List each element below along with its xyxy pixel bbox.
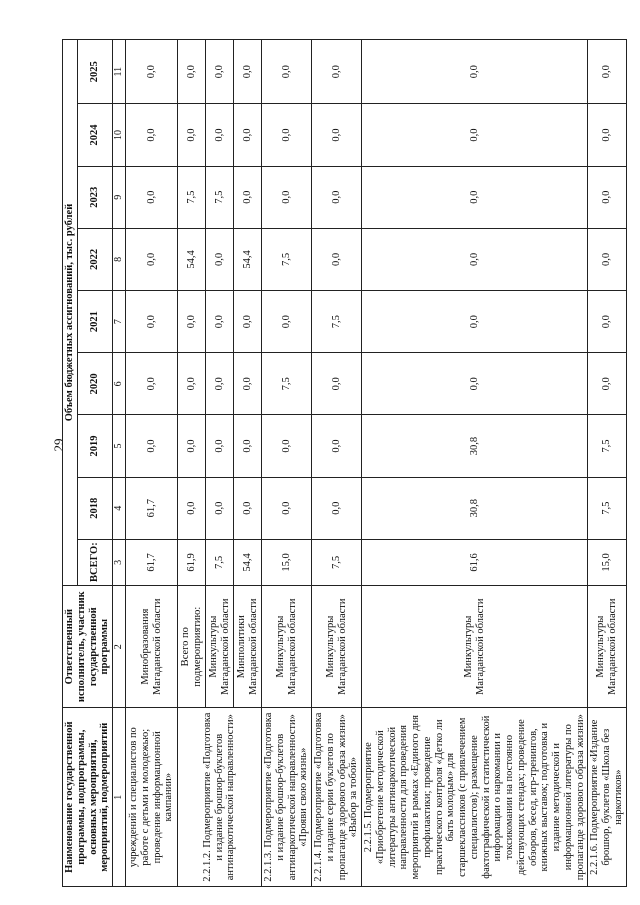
value-cell: 0,0 [588, 353, 626, 415]
column-number: 11 [113, 40, 126, 104]
column-number: 1 [113, 708, 126, 887]
value-cell: 0,0 [234, 104, 262, 166]
value-cell: 0,0 [312, 228, 362, 290]
value-cell: 54,4 [234, 228, 262, 290]
value-cell: 0,0 [312, 415, 362, 477]
value-cell: 0,0 [178, 477, 206, 539]
value-cell: 0,0 [206, 40, 234, 104]
responsible-cell: Минобразования Магаданской области [126, 585, 178, 707]
value-cell: 7,5 [588, 477, 626, 539]
measure-name: учреждений и специалистов по работе с детьми и молодежью; проведение информационной кампании» [126, 708, 178, 887]
value-cell: 7,5 [178, 166, 206, 228]
value-cell: 0,0 [262, 477, 312, 539]
value-cell: 0,0 [588, 166, 626, 228]
column-number: 5 [113, 415, 126, 477]
header-year: 2023 [78, 166, 113, 228]
value-cell: 0,0 [362, 228, 588, 290]
value-cell: 7,5 [206, 166, 234, 228]
value-cell: 0,0 [126, 40, 178, 104]
responsible-cell: Всего по подмероприятию: [178, 585, 206, 707]
responsible-cell: Минкультуры Магаданской области [262, 585, 312, 707]
column-number: 4 [113, 477, 126, 539]
header-responsible: Ответственный исполнитель, участник государственной программы [63, 585, 113, 707]
header-name: Наименование государственной программы, подпрограммы, основных мероприятий, мероприятий, подмероприятий [63, 708, 113, 887]
value-cell: 0,0 [362, 104, 588, 166]
value-cell: 0,0 [362, 166, 588, 228]
value-cell: 30,8 [362, 477, 588, 539]
total-cell: 15,0 [588, 539, 626, 585]
value-cell: 0,0 [206, 104, 234, 166]
value-cell: 0,0 [206, 415, 234, 477]
value-cell: 0,0 [234, 166, 262, 228]
header-budget: Объем бюджетных ассигнований, тыс. рублей [63, 40, 78, 586]
value-cell: 0,0 [262, 40, 312, 104]
value-cell: 7,5 [262, 353, 312, 415]
table-row [126, 40, 178, 887]
total-cell: 61,9 [178, 539, 206, 585]
header-total: ВСЕГО: [78, 539, 113, 585]
header-year: 2022 [78, 228, 113, 290]
value-cell: 0,0 [362, 40, 588, 104]
header-year: 2018 [78, 477, 113, 539]
value-cell: 0,0 [262, 291, 312, 353]
measure-name: 2.2.1.5. Подмероприятие «Приобретение методической литературы антинаркотической направленности для проведения мероприятий в рамках «Единого дня профилактики; проведение практического контроля «Детко ли быть молодым» для старшеклассников (с привлечением специалистов); размещение фактографической и статистической информации о наркомании и токсикомании на постоянно действующих стендах; проведение обзоров, бесед, игр-тренингов, книжных выставок; подготовка и издание методической и информационной литературы по пропаганде здорового образа жизни» [362, 708, 588, 887]
value-cell: 0,0 [178, 353, 206, 415]
value-cell: 0,0 [126, 415, 178, 477]
budget-table [62, 39, 627, 887]
column-number: 8 [113, 228, 126, 290]
column-number-row [113, 40, 126, 887]
total-cell: 7,5 [312, 539, 362, 585]
responsible-cell: Минкультуры Магаданской области [362, 585, 588, 707]
column-number: 3 [113, 539, 126, 585]
table-row [588, 40, 626, 887]
value-cell: 0,0 [234, 291, 262, 353]
value-cell: 0,0 [126, 228, 178, 290]
column-number: 10 [113, 104, 126, 166]
value-cell: 0,0 [206, 291, 234, 353]
responsible-cell: Минкультуры Магаданской области [312, 585, 362, 707]
value-cell: 0,0 [126, 166, 178, 228]
rotated-table-frame [62, 39, 624, 887]
column-number: 2 [113, 585, 126, 707]
table-row [312, 40, 362, 887]
value-cell: 0,0 [588, 228, 626, 290]
table-row [178, 40, 206, 887]
value-cell: 0,0 [312, 166, 362, 228]
value-cell: 54,4 [178, 228, 206, 290]
value-cell: 0,0 [178, 291, 206, 353]
value-cell: 7,5 [262, 228, 312, 290]
value-cell: 0,0 [262, 166, 312, 228]
value-cell: 0,0 [312, 353, 362, 415]
measure-name: 2.2.1.4. Подмероприятие «Подготовка и издание серии буклетов по пропаганде здорового образа жизни» «Выбор за тобой» [312, 708, 362, 887]
value-cell: 0,0 [126, 353, 178, 415]
value-cell: 0,0 [588, 104, 626, 166]
column-number: 7 [113, 291, 126, 353]
value-cell: 0,0 [312, 104, 362, 166]
header-year: 2019 [78, 415, 113, 477]
value-cell: 7,5 [588, 415, 626, 477]
value-cell: 0,0 [178, 40, 206, 104]
value-cell: 0,0 [588, 291, 626, 353]
value-cell: 0,0 [262, 104, 312, 166]
measure-name: 2.2.1.6. Подмероприятие «Издание брошюр, буклетов «Школа без наркотиков» [588, 708, 626, 887]
value-cell: 0,0 [262, 415, 312, 477]
value-cell: 0,0 [178, 104, 206, 166]
table-row [262, 40, 312, 887]
total-cell: 7,5 [206, 539, 234, 585]
responsible-cell: Минкультуры Магаданской области [206, 585, 234, 707]
value-cell: 0,0 [234, 353, 262, 415]
measure-name: 2.2.1.3. Подмероприятие «Подготовка и издание брошюр-буклетов антинаркотической направленности» «Прояви свою жизнь» [262, 708, 312, 887]
value-cell: 0,0 [312, 477, 362, 539]
value-cell: 0,0 [126, 291, 178, 353]
header-year: 2024 [78, 104, 113, 166]
value-cell: 0,0 [206, 477, 234, 539]
value-cell: 7,5 [312, 291, 362, 353]
value-cell: 0,0 [126, 104, 178, 166]
value-cell: 0,0 [234, 477, 262, 539]
header-year: 2021 [78, 291, 113, 353]
total-cell: 15,0 [262, 539, 312, 585]
total-cell: 61,6 [362, 539, 588, 585]
value-cell: 0,0 [362, 291, 588, 353]
value-cell: 0,0 [234, 40, 262, 104]
column-number: 6 [113, 353, 126, 415]
value-cell: 0,0 [178, 415, 206, 477]
table-container [62, 39, 624, 887]
total-cell: 61,7 [126, 539, 178, 585]
total-cell: 54,4 [234, 539, 262, 585]
measure-name: 2.2.1.2. Подмероприятие «Подготовка и издание брошюр-буклетов антинаркотической направленности» [178, 708, 262, 887]
column-number: 9 [113, 166, 126, 228]
value-cell: 61,7 [126, 477, 178, 539]
table-row [362, 40, 588, 887]
value-cell: 0,0 [206, 353, 234, 415]
value-cell: 0,0 [206, 228, 234, 290]
value-cell: 0,0 [234, 415, 262, 477]
page-number: 29 [51, 438, 66, 452]
responsible-cell: Минполитики Магаданской области [234, 585, 262, 707]
header-year: 2020 [78, 353, 113, 415]
responsible-cell: Минкультуры Магаданской области [588, 585, 626, 707]
header-year: 2025 [78, 40, 113, 104]
value-cell: 0,0 [312, 40, 362, 104]
value-cell: 30,8 [362, 415, 588, 477]
value-cell: 0,0 [362, 353, 588, 415]
value-cell: 0,0 [588, 40, 626, 104]
